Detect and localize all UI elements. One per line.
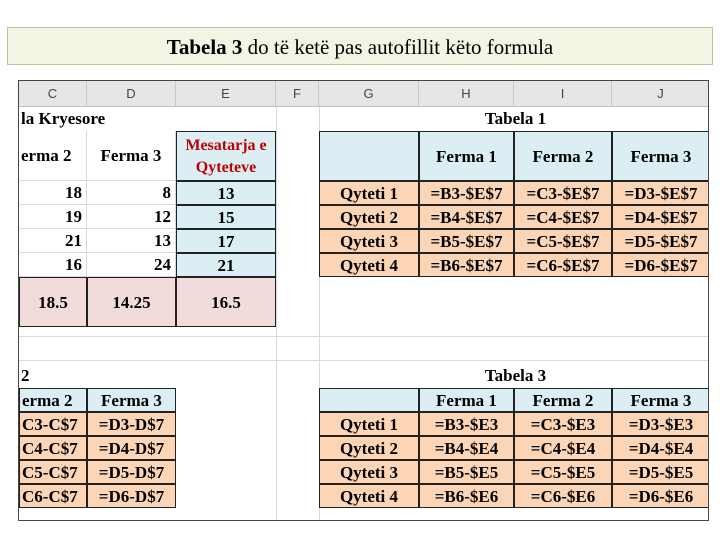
tabela3-row-label[interactable]: Qyteti 2 — [319, 436, 419, 460]
tabela3-formula-cell[interactable]: =D4-$E4 — [612, 436, 709, 460]
tabela1-formula-cell[interactable]: =B4-$E$7 — [419, 205, 514, 229]
tabela3-row-label[interactable]: Qyteti 1 — [319, 412, 419, 436]
tabela1-header-cell[interactable]: Ferma 3 — [612, 131, 709, 181]
table-cell[interactable]: 18 — [19, 181, 87, 205]
tabela3-formula-cell[interactable]: =C4-$E4 — [514, 436, 612, 460]
table-cell[interactable]: 13 — [176, 181, 276, 205]
tabela3-formula-cell[interactable]: =B3-$E3 — [419, 412, 514, 436]
tabela3-formula-cell[interactable]: =D5-$E5 — [612, 460, 709, 484]
average-cell[interactable]: 18.5 — [19, 277, 87, 327]
column-header-h[interactable]: H — [419, 81, 514, 107]
average-cell[interactable]: 16.5 — [176, 277, 276, 327]
table-cell[interactable]: 17 — [176, 229, 276, 253]
tabela1-formula-cell[interactable]: =D6-$E$7 — [612, 253, 709, 277]
tabela1-title: Tabela 1 — [484, 109, 547, 128]
column-header-c[interactable]: C — [19, 81, 87, 107]
average-cell[interactable]: 14.25 — [87, 277, 176, 327]
tabela3-formula-cell[interactable]: =B5-$E5 — [419, 460, 514, 484]
table-cell[interactable]: 16 — [19, 253, 87, 277]
column-header-g[interactable]: G — [319, 81, 419, 107]
table2-formula-cell[interactable]: C3-C$7 — [19, 412, 87, 436]
header-cell[interactable]: Ferma 3 — [87, 131, 176, 181]
table2-formula-cell[interactable]: =D5-D$7 — [87, 460, 176, 484]
tabela3-formula-cell[interactable]: =D3-$E3 — [612, 412, 709, 436]
table-cell[interactable]: 8 — [87, 181, 176, 205]
column-header-j[interactable]: J — [612, 81, 709, 107]
table2-formula-cell[interactable]: =D3-D$7 — [87, 412, 176, 436]
header-cell[interactable]: erma 2 — [19, 131, 87, 181]
tabela1-row-label[interactable]: Qyteti 3 — [319, 229, 419, 253]
table-cell[interactable]: 13 — [87, 229, 176, 253]
tabela3-formula-cell[interactable]: =C6-$E6 — [514, 484, 612, 508]
table2-formula-cell[interactable]: C6-C$7 — [19, 484, 87, 508]
tabela1-row-label[interactable]: Qyteti 4 — [319, 253, 419, 277]
spreadsheet — [18, 80, 709, 521]
table2-formula-cell[interactable]: =D4-D$7 — [87, 436, 176, 460]
table-cell[interactable]: 19 — [19, 205, 87, 229]
slide-title-bold: Tabela 3 — [166, 35, 243, 59]
tabela3-formula-cell[interactable]: =C5-$E5 — [514, 460, 612, 484]
tabela1-formula-cell[interactable]: =C4-$E$7 — [514, 205, 612, 229]
gridline — [19, 360, 709, 361]
gridline — [276, 107, 277, 521]
tabela1-formula-cell[interactable]: =D4-$E$7 — [612, 205, 709, 229]
table2-formula-cell[interactable]: C5-C$7 — [19, 460, 87, 484]
tabela3-formula-cell[interactable]: =B4-$E4 — [419, 436, 514, 460]
tabela3-row-label[interactable]: Qyteti 3 — [319, 460, 419, 484]
tabela3-header-cell[interactable]: Ferma 1 — [419, 388, 514, 412]
column-header-e[interactable]: E — [176, 81, 276, 107]
tabela3-formula-cell[interactable]: =C3-$E3 — [514, 412, 612, 436]
tabela1-formula-cell[interactable]: =B6-$E$7 — [419, 253, 514, 277]
table2-header-cell[interactable]: erma 2 — [19, 388, 87, 412]
column-header-i[interactable]: I — [514, 81, 612, 107]
tabela3-row-label[interactable]: Qyteti 4 — [319, 484, 419, 508]
table2-header-cell[interactable]: Ferma 3 — [87, 388, 176, 412]
table-cell[interactable]: 24 — [87, 253, 176, 277]
tabela1-header-cell[interactable]: Ferma 1 — [419, 131, 514, 181]
tabela1-formula-cell[interactable]: =C5-$E$7 — [514, 229, 612, 253]
table-cell[interactable]: 21 — [176, 253, 276, 277]
column-header-d[interactable]: D — [87, 81, 176, 107]
tabela3-formula-cell[interactable]: =D6-$E6 — [612, 484, 709, 508]
table2-formula-cell[interactable]: =D6-D$7 — [87, 484, 176, 508]
table-cell[interactable]: 21 — [19, 229, 87, 253]
tabela1-formula-cell[interactable]: =D3-$E$7 — [612, 181, 709, 205]
column-header-f[interactable]: F — [276, 81, 319, 107]
table-kryesore-title: la Kryesore — [21, 109, 106, 128]
tabela3-header-cell[interactable]: Ferma 3 — [612, 388, 709, 412]
table2-formula-cell[interactable]: C4-C$7 — [19, 436, 87, 460]
tabela1-formula-cell[interactable]: =C6-$E$7 — [514, 253, 612, 277]
tabela1-formula-cell[interactable]: =B3-$E$7 — [419, 181, 514, 205]
slide-title-rest: do të ketë pas autofillit këto formula — [242, 35, 554, 59]
tabela1-corner-cell[interactable] — [319, 131, 419, 181]
tabela3-header-cell[interactable]: Ferma 2 — [514, 388, 612, 412]
tabela1-formula-cell[interactable]: =D5-$E$7 — [612, 229, 709, 253]
table-cell[interactable]: 15 — [176, 205, 276, 229]
tabela1-row-label[interactable]: Qyteti 1 — [319, 181, 419, 205]
header-cell-mesatarja[interactable]: Mesatarja e Qyteteve — [176, 131, 276, 181]
tabela3-corner-cell[interactable] — [319, 388, 419, 412]
slide-title — [7, 27, 713, 65]
gridline — [19, 336, 709, 337]
table2-title: 2 — [21, 366, 30, 385]
tabela1-header-cell[interactable]: Ferma 2 — [514, 131, 612, 181]
tabela1-formula-cell[interactable]: =C3-$E$7 — [514, 181, 612, 205]
tabela3-formula-cell[interactable]: =B6-$E6 — [419, 484, 514, 508]
table-cell[interactable]: 12 — [87, 205, 176, 229]
tabela1-formula-cell[interactable]: =B5-$E$7 — [419, 229, 514, 253]
tabela3-title: Tabela 3 — [484, 366, 547, 385]
tabela1-row-label[interactable]: Qyteti 2 — [319, 205, 419, 229]
